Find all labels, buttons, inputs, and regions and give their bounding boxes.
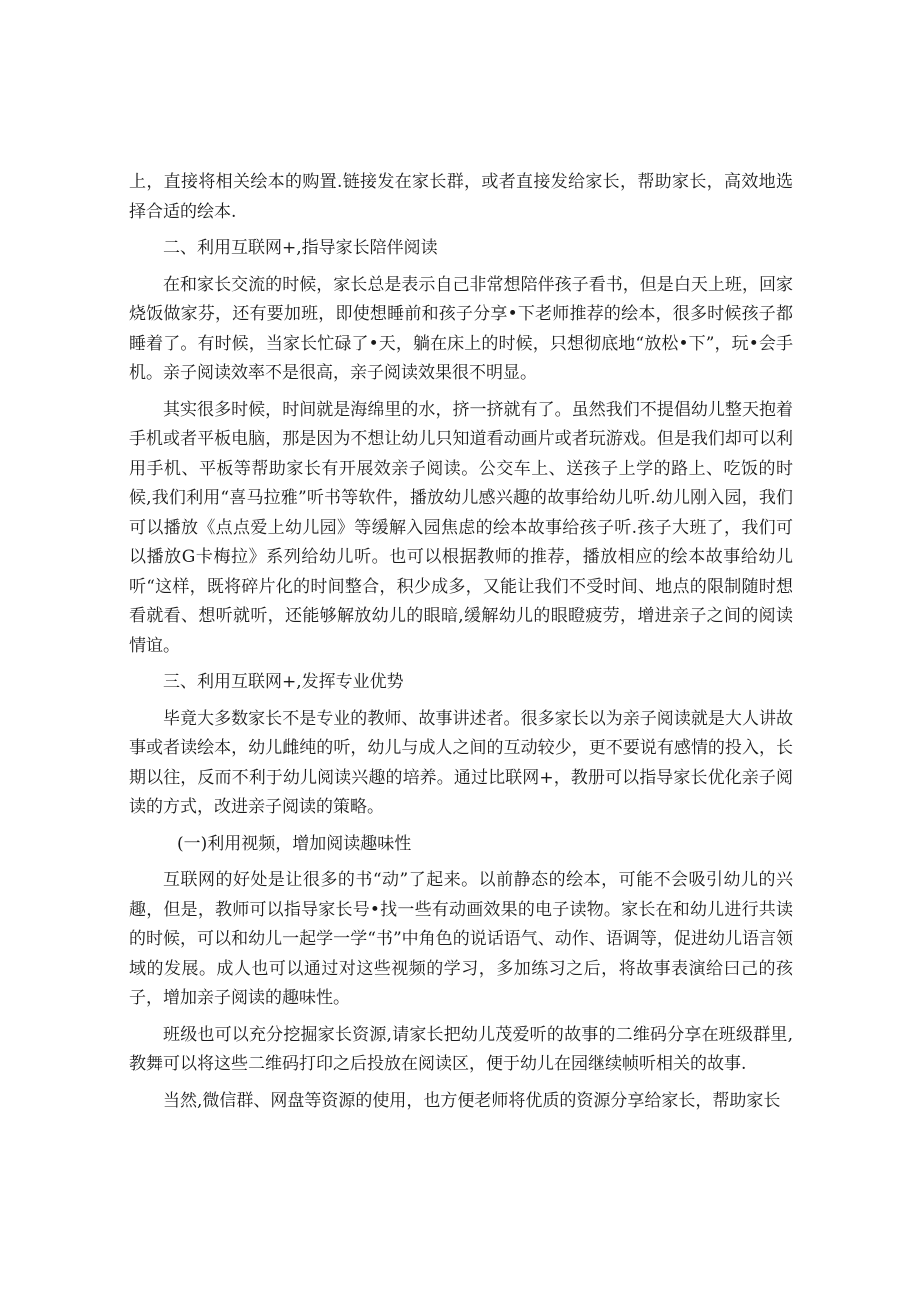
section-heading-3: 三、利用互联网+,发挥专业优势 [163, 672, 404, 692]
section-heading-2: 二、利用互联网+,指导家长陪伴阅读 [163, 238, 438, 258]
document-body [129, 168, 793, 1116]
paragraph-fragment-time: 其实很多时候，时间就是海绵里的水，挤一挤就有了。虽然我们不提倡幼儿整天抱着手机或者平板电脑，那是因为不想让幼儿只知道看动画片或者玩游戏。但是我们却可以利用手机、平板等帮助家长有开展效亲子阅读。公交车上、送孩子上学的路上、吃饭的时候,我们利用“喜马拉雅”听书等软件，播放幼儿感兴趣的故事给幼儿听.幼儿刚入园，我们可以播放《点点爱上幼儿园》等缓解入园焦虑的绘本故事给孩子听.孩子大班了，我们可以播放G卡梅拉》系列给幼儿听。也可以根据教师的推荐，播放相应的绘本故事给幼儿听“这样，既将碎片化的时间整合，积少成多，又能让我们不受时间、地点的限制随时想看就看、想听就听，还能够解放幼儿的眼暗,缓解幼儿的眼瞪疲劳，增进亲子之间的阅读情谊。 [129, 399, 793, 656]
paragraph-qr-code: 班级也可以充分挖掘家长资源,请家长把幼儿茂爱听的故事的二维码分享在班级群里,教舞可以将这些二维码打印之后投放在阅读区，便于幼儿在园继续帧听相关的故事. [129, 1024, 793, 1074]
paragraph-parent-time: 在和家长交流的时候，家长总是表示自己非常想陪伴孩子看书，但是白天上班，回家烧饭做家芬，还有要加班，即使想睡前和孩子分享•下老师推荐的绘本，很多时候孩子都睡着了。有时候，当家长忙碌了•天，躺在床上的时候，只想彻底地“放松•下”，玩•会手机。亲子阅读效率不是很高，亲子阅读效果很不明显。 [129, 274, 793, 383]
subsection-heading-3-1: (一)利用视频，增加阅读趣味性 [177, 833, 412, 854]
paragraph-professional: 毕竟大多数家长不是专业的教师、故事讲述者。很多家长以为亲子阅读就是大人讲故事或者读绘本，幼儿雌纯的听，幼儿与成人之间的互动较少，更不要说有感情的投入，长期以往，反而不利于幼儿阅读兴趣的培养。通过比联网+，教册可以指导家长优化亲子阅读的方式，改进亲子阅读的策略。 [129, 708, 793, 817]
paragraph-wechat: 当然,微信群、网盘等资源的使用，也方便老师将优质的资源分享给家长，帮助家长 [163, 1090, 781, 1111]
paragraph-continuation: 上，直接将相关绘本的购置.链接发在家长群，或者直接发给家长，帮助家长，高效地选择合适的绘本. [129, 172, 793, 222]
paragraph-video: 互联网的好处是让很多的书“动”了起来。以前静态的绘本，可能不会吸引幼儿的兴趣，但是，教师可以指导家长号•找一些有动画效果的电子读物。家长在和幼儿进行共读的时候，可以和幼儿一起学一学“书”中角色的说话语气、动作、语调等，促进幼儿语言领域的发展。成人也可以通过对这些视频的学习，多加练习之后，将故事表演给曰己的孩子，增加亲子阅读的趣味性。 [129, 870, 793, 1008]
